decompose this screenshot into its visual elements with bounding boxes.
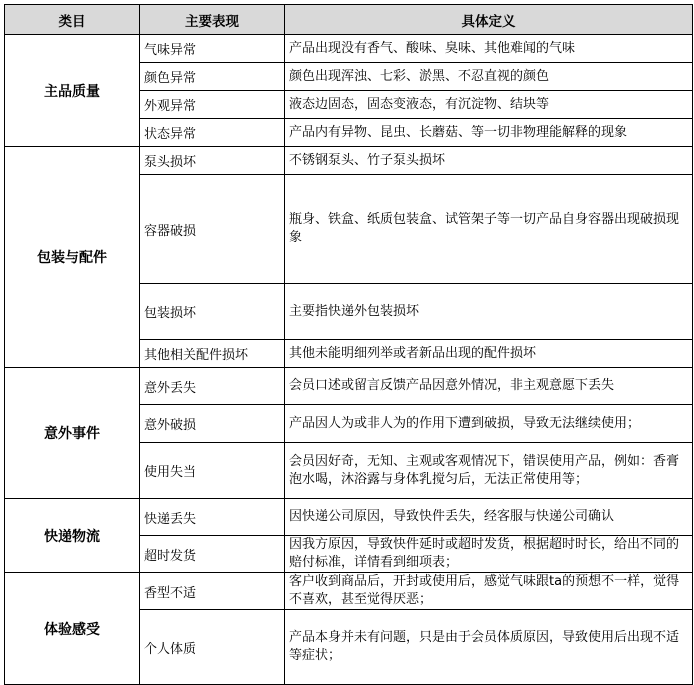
table-row — [5, 35, 693, 63]
header-category: 类目 — [5, 5, 140, 35]
definition-cell: 不锈钢泵头、竹子泵头损坏 — [285, 147, 693, 175]
definition-cell: 瓶身、铁盒、纸质包装盒、试管架子等一切产品自身容器出现破损现象 — [285, 175, 693, 284]
category-cell: 主品质量 — [5, 35, 140, 147]
symptom-cell: 容器破损 — [140, 175, 285, 284]
category-cell: 快递物流 — [5, 499, 140, 573]
classification-table — [4, 4, 693, 685]
symptom-cell: 状态异常 — [140, 119, 285, 147]
header-definition: 具体定义 — [285, 5, 693, 35]
symptom-cell: 气味异常 — [140, 35, 285, 63]
symptom-cell: 意外破损 — [140, 405, 285, 443]
definition-cell: 会员因好奇，无知、主观或客观情况下，错误使用产品，例如：香膏泡水喝，沐浴露与身体乳搅匀后，无法正常使用等； — [285, 443, 693, 499]
table-row — [5, 573, 693, 610]
definition-cell: 客户收到商品后，开封或使用后，感觉气味跟ta的预想不一样，觉得不喜欢，甚至觉得厌恶； — [285, 573, 693, 610]
symptom-cell: 外观异常 — [140, 91, 285, 119]
category-cell: 意外事件 — [5, 368, 140, 499]
definition-cell: 因我方原因，导致快件延时或超时发货，根据超时时长，给出不同的赔付标准，详情看到细项表； — [285, 536, 693, 573]
symptom-cell: 意外丢失 — [140, 368, 285, 405]
category-cell: 体验感受 — [5, 573, 140, 685]
symptom-cell: 其他相关配件损坏 — [140, 340, 285, 368]
definition-cell: 会员口述或留言反馈产品因意外情况，非主观意愿下丢失 — [285, 368, 693, 405]
header-symptom: 主要表现 — [140, 5, 285, 35]
symptom-cell: 包装损坏 — [140, 284, 285, 340]
table-row — [5, 147, 693, 175]
definition-cell: 颜色出现浑浊、七彩、淤黑、不忍直视的颜色 — [285, 63, 693, 91]
symptom-cell: 个人体质 — [140, 610, 285, 685]
definition-cell: 产品本身并未有问题，只是由于会员体质原因，导致使用后出现不适等症状； — [285, 610, 693, 685]
definition-cell: 产品内有异物、昆虫、长蘑菇、等一切非物理能解释的现象 — [285, 119, 693, 147]
symptom-cell: 使用失当 — [140, 443, 285, 499]
definition-cell: 因快递公司原因，导致快件丢失，经客服与快递公司确认 — [285, 499, 693, 536]
table-row — [5, 368, 693, 405]
definition-cell: 产品出现没有香气、酸味、臭味、其他难闻的气味 — [285, 35, 693, 63]
symptom-cell: 香型不适 — [140, 573, 285, 610]
header-row — [5, 5, 693, 35]
definition-cell: 产品因人为或非人为的作用下遭到破损，导致无法继续使用； — [285, 405, 693, 443]
symptom-cell: 超时发货 — [140, 536, 285, 573]
table-row — [5, 499, 693, 536]
definition-cell: 其他未能明细列举或者新品出现的配件损坏 — [285, 340, 693, 368]
symptom-cell: 颜色异常 — [140, 63, 285, 91]
definition-cell: 液态边固态，固态变液态，有沉淀物、结块等 — [285, 91, 693, 119]
symptom-cell: 快递丢失 — [140, 499, 285, 536]
category-cell: 包装与配件 — [5, 147, 140, 368]
definition-cell: 主要指快递外包装损坏 — [285, 284, 693, 340]
symptom-cell: 泵头损坏 — [140, 147, 285, 175]
